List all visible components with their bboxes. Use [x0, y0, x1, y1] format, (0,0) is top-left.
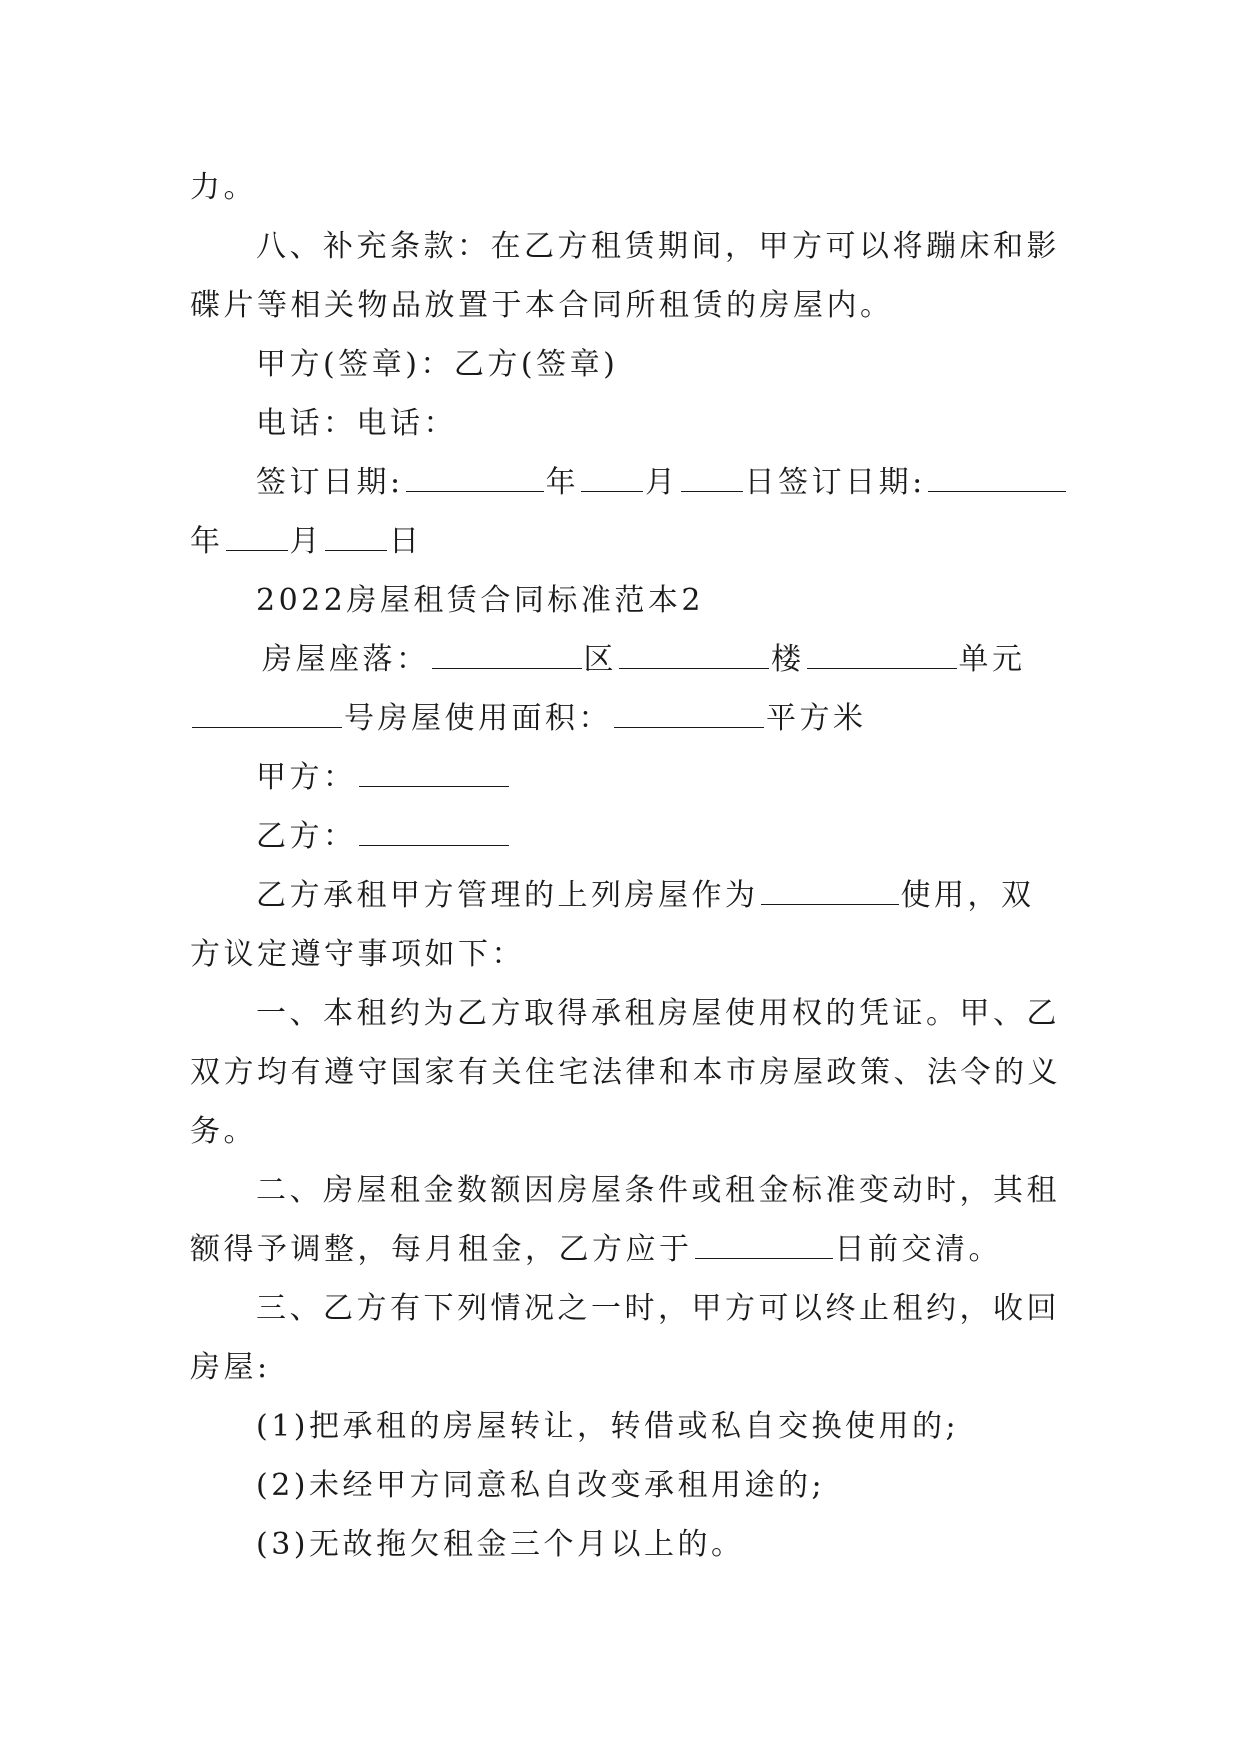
label: 甲方：	[256, 760, 357, 795]
blank-field	[695, 1236, 833, 1259]
signature-line: 甲方(签章)：乙方(签章)	[256, 347, 619, 382]
text-line: 房屋:	[190, 1350, 271, 1385]
text-line	[190, 1220, 1052, 1280]
sign-date-line	[190, 512, 1052, 572]
blank-field	[359, 823, 509, 846]
label: 单元	[958, 642, 1026, 677]
list-item: (2)未经甲方同意私自改变承租用途的;	[256, 1468, 826, 1503]
label: 使用，双	[900, 878, 1035, 913]
blank-field	[928, 469, 1066, 492]
text-line	[256, 866, 1052, 926]
text-line	[256, 807, 1052, 867]
label: 年	[190, 524, 224, 559]
blank-field	[192, 705, 342, 728]
list-item: (3)无故拖欠租金三个月以上的。	[256, 1527, 745, 1562]
text-line	[256, 748, 1052, 808]
blank-field	[359, 764, 509, 787]
label: 月	[645, 465, 679, 500]
text-line: 方议定遵守事项如下：	[190, 937, 525, 972]
label: 年	[545, 465, 580, 500]
label: 日前交清。	[834, 1232, 1002, 1267]
text-line: 双方均有遵守国家有关住宅法律和本市房屋政策、法令的义	[190, 1055, 1061, 1090]
label: 乙方：	[256, 819, 357, 854]
blank-field	[581, 469, 643, 492]
label: 签订日期:	[256, 465, 404, 500]
text-line: 八、补充条款：在乙方租赁期间，甲方可以将蹦床和影	[256, 229, 1060, 264]
text-line: 三、乙方有下列情况之一时，甲方可以终止租约，收回	[256, 1291, 1060, 1326]
label: 月	[289, 524, 323, 559]
blank-field	[614, 705, 764, 728]
text-line	[190, 689, 1052, 749]
label: 楼	[771, 642, 805, 677]
label: 日签订日期:	[744, 465, 926, 500]
text-line: 力。	[190, 170, 257, 205]
text-line: 务。	[190, 1114, 257, 1149]
blank-field	[226, 528, 288, 551]
label: 房屋座落：	[262, 642, 430, 677]
list-item: (1)把承租的房屋转让，转借或私自交换使用的;	[256, 1409, 960, 1444]
sign-date-line	[256, 453, 1052, 513]
blank-field	[406, 469, 544, 492]
blank-field	[432, 646, 582, 669]
section-title: 2022房屋租赁合同标准范本2	[256, 583, 704, 618]
text-line: 碟片等相关物品放置于本合同所租赁的房屋内。	[190, 288, 894, 323]
blank-field	[325, 528, 387, 551]
text-line: 二、房屋租金数额因房屋条件或租金标准变动时，其租	[256, 1173, 1060, 1208]
blank-field	[681, 469, 743, 492]
text-line: 一、本租约为乙方取得承租房屋使用权的凭证。甲、乙	[256, 996, 1060, 1031]
label: 号房屋使用面积：	[344, 701, 612, 736]
label: 额得予调整，每月租金，乙方应于	[190, 1232, 693, 1267]
blank-field	[619, 646, 769, 669]
label: 日	[389, 524, 423, 559]
phone-line: 电话：电话：	[256, 406, 457, 441]
label: 乙方承租甲方管理的上列房屋作为	[256, 878, 759, 913]
text-line	[262, 630, 1058, 690]
label: 平方米	[766, 701, 867, 736]
label: 区	[583, 642, 617, 677]
blank-field	[761, 882, 899, 905]
blank-field	[807, 646, 957, 669]
